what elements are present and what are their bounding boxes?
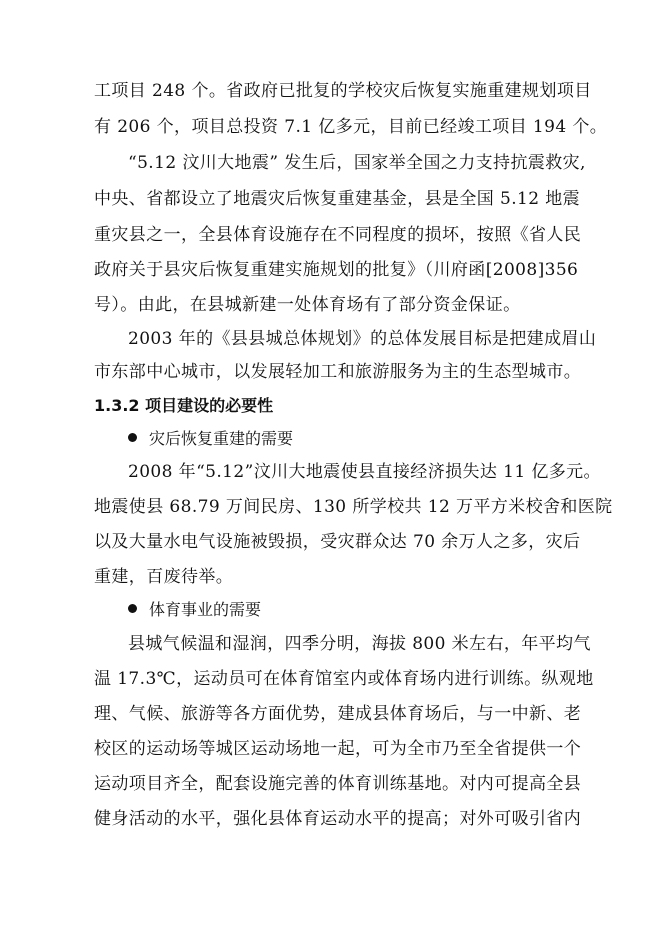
paragraph-line: 理、气候、旅游等各方面优势，建成县体育场后，与一中新、老 <box>94 704 582 724</box>
bullet-icon <box>128 604 137 613</box>
paragraph-line: 工项目 248 个。省政府已批复的学校灾后恢复实施重建规划项目 <box>94 81 592 101</box>
paragraph-line: 号）。由此，在县城新建一处体育场有了部分资金保证。 <box>94 295 521 315</box>
paragraph-line: “5.12 汶川大地震” 发生后，国家举全国之力支持抗震救灾, <box>128 153 586 173</box>
bullet-icon <box>128 433 137 442</box>
paragraph-line: 市东部中心城市，以发展轻加工和旅游服务为主的生态型城市。 <box>94 362 582 382</box>
bullet-item <box>128 428 293 450</box>
paragraph-line: 有 206 个，项目总投资 7.1 亿多元，目前已经竣工项目 194 个。 <box>94 117 608 137</box>
bullet-item <box>128 599 261 621</box>
paragraph-line: 2008 年“5.12”汶川大地震使县直接经济损失达 11 亿多元。 <box>128 462 601 482</box>
paragraph-line: 2003 年的《县县城总体规划》的总体发展目标是把建成眉山 <box>128 329 597 349</box>
bullet-label: 体育事业的需要 <box>149 600 262 619</box>
paragraph-line: 温 17.3℃，运动员可在体育馆室内或体育场内进行训练。纵观地 <box>94 669 594 689</box>
paragraph-line: 校区的运动场等城区运动场地一起，可为全市乃至全省提供一个 <box>94 739 582 759</box>
paragraph-line: 政府关于县灾后恢复重建实施规划的批复》（川府函[2008]356 <box>94 260 579 280</box>
paragraph-line: 运动项目齐全，配套设施完善的体育训练基地。对内可提高全县 <box>94 774 582 794</box>
paragraph-line: 健身活动的水平，强化县体育运动水平的提高；对外可吸引省内 <box>94 809 582 829</box>
paragraph-line: 地震使县 68.79 万间民房、130 所学校共 12 万平方米校舍和医院 <box>94 497 613 517</box>
paragraph-line: 中央、省都设立了地震灾后恢复重建基金，县是全国 5.12 地震 <box>94 189 581 209</box>
paragraph-line: 县城气候温和湿润，四季分明，海拔 800 米左右，年平均气 <box>128 634 591 654</box>
paragraph-line: 重建，百废待举。 <box>94 567 234 587</box>
bullet-label: 灾后恢复重建的需要 <box>149 429 294 448</box>
section-heading: 1.3.2 项目建设的必要性 <box>94 396 274 415</box>
paragraph-line: 以及大量水电气设施被毁损，受灾群众达 70 余万人之多，灾后 <box>94 532 581 552</box>
paragraph-line: 重灾县之一，全县体育设施存在不同程度的损坏，按照《省人民 <box>94 225 582 245</box>
